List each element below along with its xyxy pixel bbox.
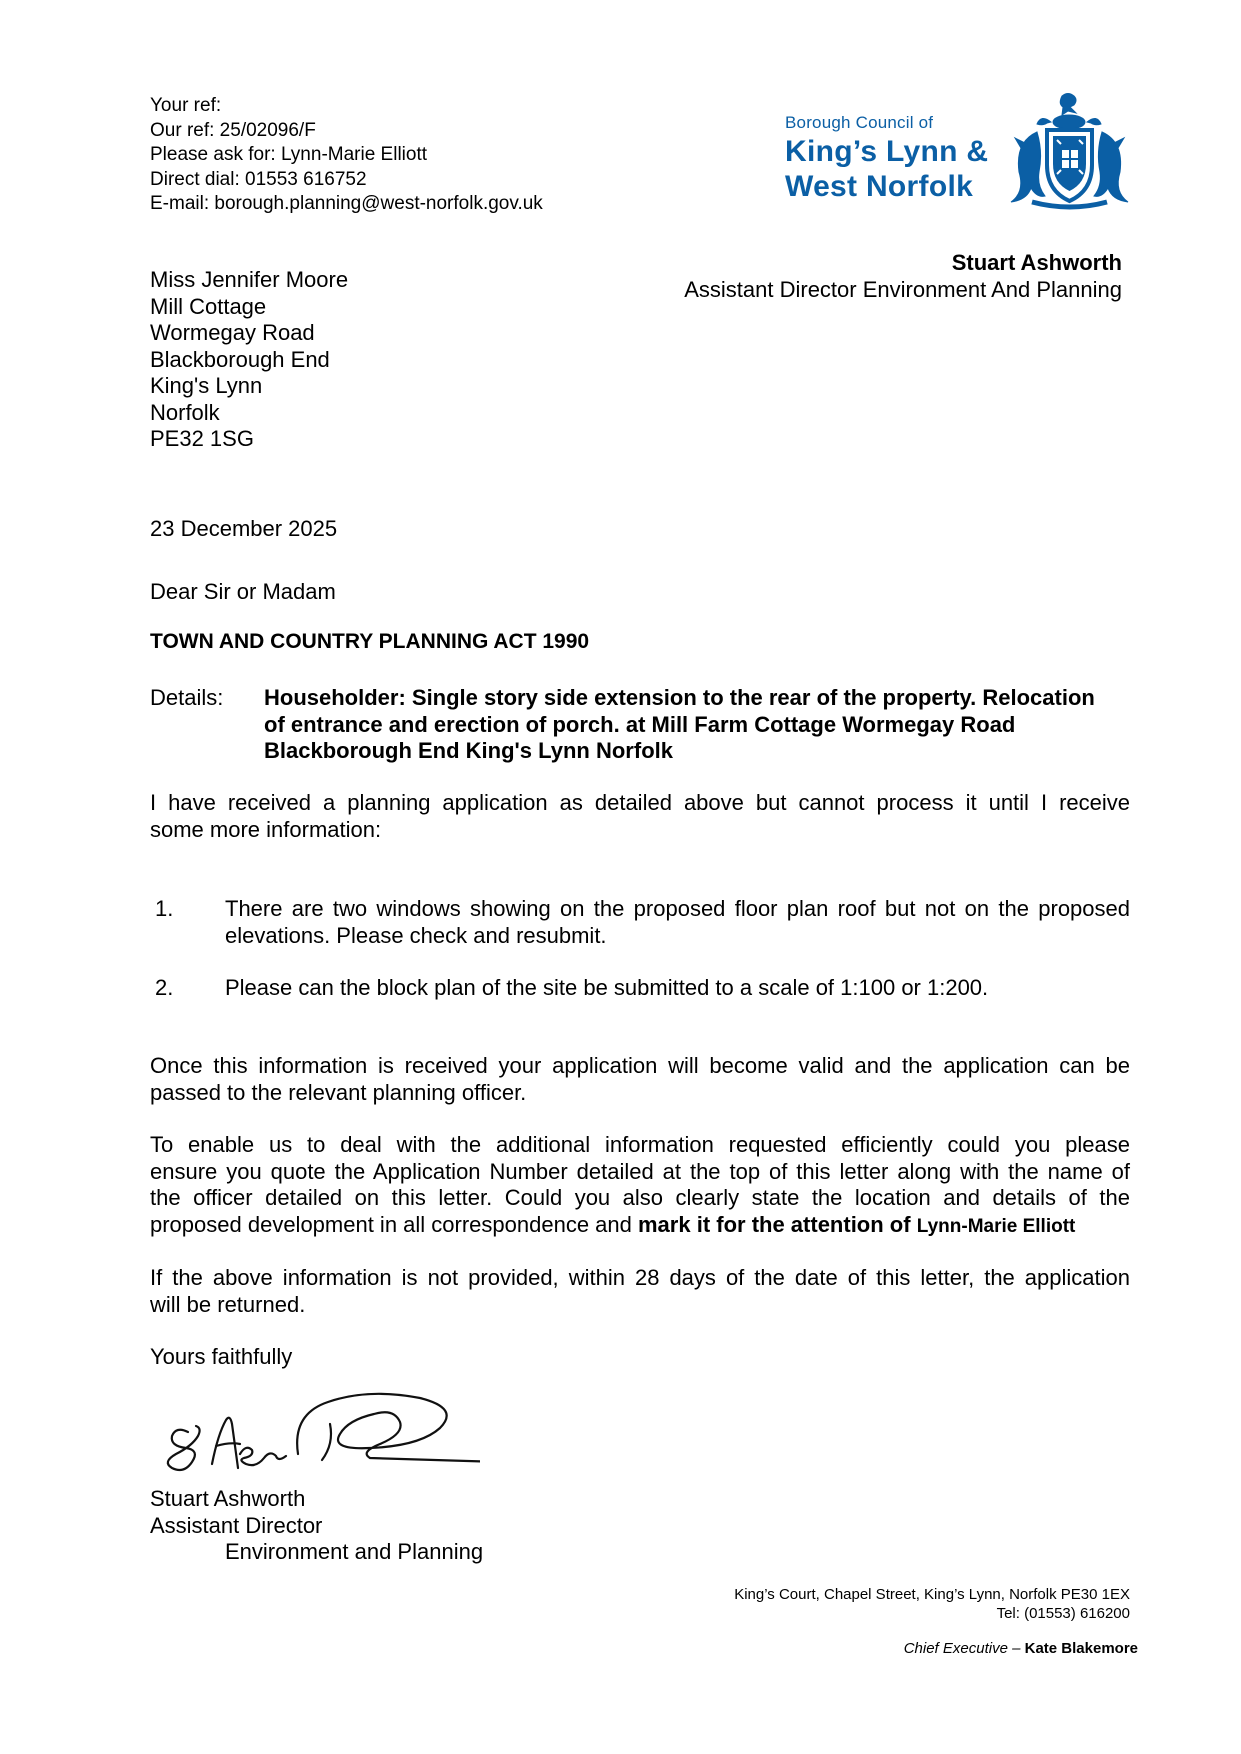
list-item-text xyxy=(225,896,1130,949)
paragraph-line: passed to the relevant planning officer. xyxy=(150,1079,527,1105)
details-line: Householder: Single story side extension to the rear of the property. Relocation xyxy=(264,685,1095,710)
address-line: Miss Jennifer Moore xyxy=(150,267,349,292)
list-line: There are two windows showing on the proposed floor plan roof but not on the proposed xyxy=(225,896,1130,921)
list-number: 1. xyxy=(155,896,174,921)
paragraph-line: ensure you quote the Application Number detailed at the top of this letter along with the name of xyxy=(150,1158,1130,1184)
your-ref: Your ref: xyxy=(150,95,222,116)
closing: Yours faithfully xyxy=(150,1344,293,1369)
list-item xyxy=(155,975,1130,1005)
details-label: Details: xyxy=(150,685,224,710)
sender-title: Assistant Director Environment And Planning xyxy=(684,277,1122,302)
intro-paragraph xyxy=(150,790,1130,843)
council-logo xyxy=(785,92,1130,212)
footer-address xyxy=(734,1585,1130,1623)
our-ref: Our ref: 25/02096/F xyxy=(150,119,316,141)
details-text xyxy=(264,685,1144,765)
paragraph-line: If the above information is not provided, within 28 days of the date of this letter, the application xyxy=(150,1265,1130,1290)
details-line: Blackborough End King's Lynn Norfolk xyxy=(264,738,673,763)
enable-paragraph xyxy=(150,1132,1130,1240)
reference-block xyxy=(150,94,543,217)
paragraph-line: will be returned. xyxy=(150,1291,306,1317)
act-heading: TOWN AND COUNTRY PLANNING ACT 1990 xyxy=(150,630,590,653)
signatory-department: Environment and Planning xyxy=(225,1539,484,1564)
signatory-role: Assistant Director xyxy=(150,1512,323,1538)
ask-for: Please ask for: Lynn-Marie Elliott xyxy=(150,144,428,165)
final-plain-text: proposed development in all correspondence and xyxy=(150,1211,638,1237)
details-line: of entrance and erection of porch. at Mill Farm Cottage Wormegay Road xyxy=(264,711,1016,737)
paragraph-line: Once this information is received your application will become valid and the application can be xyxy=(150,1053,1130,1078)
sender-name: Stuart Ashworth xyxy=(951,250,1122,275)
paragraph-line: the officer detailed on this letter. Could you also clearly state the location and details of the xyxy=(150,1185,1130,1210)
address-line: Wormegay Road xyxy=(150,320,315,345)
once-paragraph xyxy=(150,1053,1130,1106)
address-line: King's Lynn xyxy=(150,373,263,398)
paragraph-line-final xyxy=(150,1212,1130,1241)
letter-date: 23 December 2025 xyxy=(150,516,338,541)
signature-icon xyxy=(160,1384,480,1494)
list-line: elevations. Please check and resubmit. xyxy=(225,922,607,948)
address-line: Blackborough End xyxy=(150,346,330,372)
signatory xyxy=(150,1486,483,1566)
list-item xyxy=(155,896,1130,952)
logo-small-text: Borough Council of xyxy=(785,113,934,132)
ceo-name: Kate Blakemore xyxy=(1024,1640,1138,1657)
paragraph-line: some more information: xyxy=(150,816,382,842)
list-item-text xyxy=(225,975,1130,1002)
chief-executive xyxy=(904,1640,1138,1657)
logo-wordmark xyxy=(785,112,1005,204)
email: E-mail: borough.planning@west-norfolk.gov.uk xyxy=(150,193,543,214)
address-line: Norfolk xyxy=(150,399,220,425)
greeting: Dear Sir or Madam xyxy=(150,579,336,604)
paragraph-line: I have received a planning application as detailed above but cannot process it until I receive xyxy=(150,790,1130,815)
direct-dial: Direct dial: 01553 616752 xyxy=(150,168,367,190)
address-line: Mill Cottage xyxy=(150,293,267,319)
officer-name: Lynn-Marie Elliott xyxy=(916,1215,1076,1237)
recipient-address xyxy=(150,267,348,453)
address-line: PE32 1SG xyxy=(150,426,254,451)
footer-tel: Tel: (01553) 616200 xyxy=(996,1605,1130,1622)
footer-address-line: King’s Court, Chapel Street, King’s Lynn, Norfolk PE30 1EX xyxy=(734,1586,1130,1603)
list-number: 2. xyxy=(155,975,174,1000)
if-not-paragraph xyxy=(150,1265,1130,1318)
paragraph-line: To enable us to deal with the additional information requested efficiently could you please xyxy=(150,1132,1130,1157)
logo-line-1: King’s Lynn & xyxy=(785,135,989,168)
logo-line-2: West Norfolk xyxy=(785,170,974,203)
council-crest-icon xyxy=(1007,92,1132,210)
attention-text: mark it for the attention of xyxy=(638,1211,917,1237)
signatory-name: Stuart Ashworth xyxy=(150,1486,306,1511)
sender-block xyxy=(684,249,1122,303)
list-line: Please can the block plan of the site be submitted to a scale of 1:100 or 1:200. xyxy=(225,975,989,1000)
ceo-role: Chief Executive – xyxy=(903,1640,1021,1657)
